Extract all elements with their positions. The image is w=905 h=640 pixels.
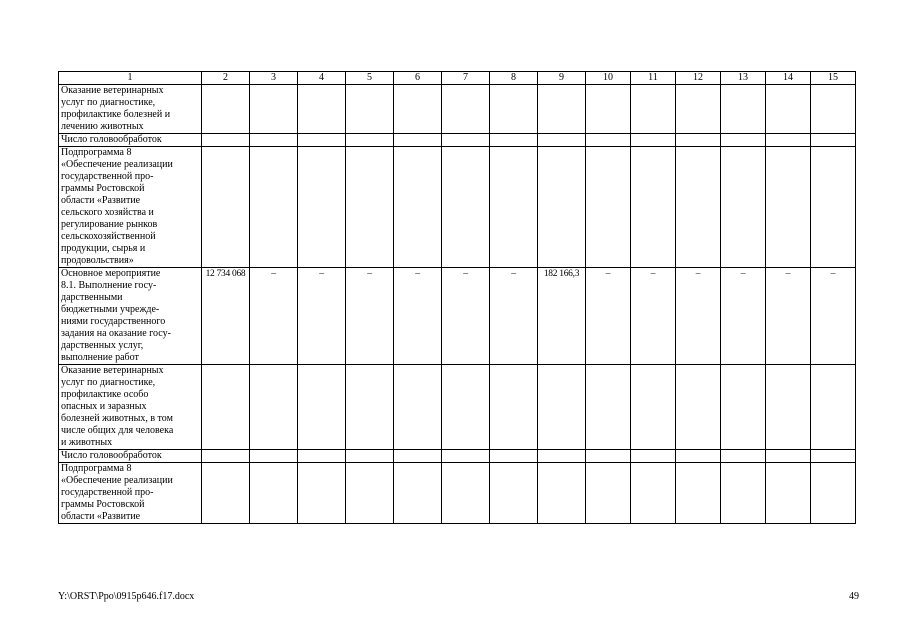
table-cell <box>676 85 721 134</box>
table-cell <box>346 450 394 463</box>
table-cell: 12 734 068 <box>202 268 250 365</box>
table-cell <box>202 147 250 268</box>
table-cell <box>766 147 811 268</box>
table-cell <box>811 365 856 450</box>
table-cell <box>346 463 394 524</box>
row-label: Основное мероприятие 8.1. Выполнение госу- дарственными бюджетными учрежде- ниями государственного задания на оказание госу- дарственных услуг, выполнение работ <box>59 268 202 365</box>
table-cell <box>586 463 631 524</box>
table-cell <box>490 85 538 134</box>
table-cell <box>676 365 721 450</box>
table-cell <box>538 463 586 524</box>
table-cell <box>811 85 856 134</box>
table-cell <box>250 147 298 268</box>
column-header-11: 11 <box>631 72 676 85</box>
column-header-9: 9 <box>538 72 586 85</box>
column-header-1: 1 <box>59 72 202 85</box>
column-header-14: 14 <box>766 72 811 85</box>
footer-file-path: Y:\ORST\Ppo\0915p646.f17.docx <box>58 591 195 602</box>
table-cell <box>538 450 586 463</box>
table-cell <box>721 85 766 134</box>
row-label: Оказание ветеринарных услуг по диагностике, профилактике особо опасных и заразных болезней животных, в том числе общих для человека и животных <box>59 365 202 450</box>
column-header-6: 6 <box>394 72 442 85</box>
table-cell <box>766 134 811 147</box>
table-cell <box>394 134 442 147</box>
page-number: 49 <box>849 591 859 602</box>
table-row <box>59 268 856 365</box>
row-label: Число головообработок <box>59 134 202 147</box>
table-cell <box>538 147 586 268</box>
table-cell <box>346 134 394 147</box>
table-cell <box>442 134 490 147</box>
table-cell <box>298 463 346 524</box>
table-cell: 182 166,3 <box>538 268 586 365</box>
table-cell <box>721 463 766 524</box>
table-cell <box>490 463 538 524</box>
table-cell: – <box>250 268 298 365</box>
table-cell <box>250 85 298 134</box>
table-row <box>59 463 856 524</box>
row-label: Число головообработок <box>59 450 202 463</box>
column-header-15: 15 <box>811 72 856 85</box>
table-cell <box>490 450 538 463</box>
table-cell <box>586 147 631 268</box>
table-cell <box>394 365 442 450</box>
table-cell <box>721 147 766 268</box>
column-header-10: 10 <box>586 72 631 85</box>
table-cell <box>631 134 676 147</box>
table-cell <box>250 134 298 147</box>
table-cell <box>586 85 631 134</box>
table-cell <box>586 365 631 450</box>
table-cell <box>721 365 766 450</box>
table-cell <box>721 450 766 463</box>
table-cell <box>538 365 586 450</box>
table-cell: – <box>721 268 766 365</box>
table-body <box>59 85 856 524</box>
table-row <box>59 134 856 147</box>
column-header-7: 7 <box>442 72 490 85</box>
table-cell <box>346 85 394 134</box>
table-cell <box>631 463 676 524</box>
row-label: Подпрограмма 8 «Обеспечение реализации государственной про- граммы Ростовской области «Развитие сельского хозяйства и регулирование рынков сельскохозяйственной продукции, сырья и продовольствия» <box>59 147 202 268</box>
table-cell <box>490 134 538 147</box>
table-cell <box>676 134 721 147</box>
table-cell <box>631 85 676 134</box>
table-row <box>59 365 856 450</box>
table-cell <box>442 450 490 463</box>
table-cell: – <box>346 268 394 365</box>
column-header-5: 5 <box>346 72 394 85</box>
table-cell <box>202 85 250 134</box>
table-cell <box>676 147 721 268</box>
table-cell <box>394 85 442 134</box>
table-cell: – <box>442 268 490 365</box>
table-cell: – <box>490 268 538 365</box>
table-cell <box>766 365 811 450</box>
table-cell <box>394 450 442 463</box>
table-cell <box>631 365 676 450</box>
header-row <box>59 72 856 85</box>
table-cell <box>202 463 250 524</box>
column-header-13: 13 <box>721 72 766 85</box>
table-cell <box>721 134 766 147</box>
table-cell <box>250 463 298 524</box>
table-cell <box>586 134 631 147</box>
table-cell <box>442 85 490 134</box>
table-cell <box>538 134 586 147</box>
table-cell <box>298 134 346 147</box>
table-row <box>59 85 856 134</box>
table-cell <box>586 450 631 463</box>
table-cell <box>442 365 490 450</box>
table-cell <box>250 450 298 463</box>
table-cell <box>202 365 250 450</box>
table-cell <box>346 365 394 450</box>
table-cell: – <box>676 268 721 365</box>
column-header-3: 3 <box>250 72 298 85</box>
table-cell: – <box>811 268 856 365</box>
table-cell: – <box>631 268 676 365</box>
table-cell <box>394 463 442 524</box>
table-cell <box>766 85 811 134</box>
column-header-8: 8 <box>490 72 538 85</box>
table-cell <box>298 85 346 134</box>
table-cell <box>676 450 721 463</box>
table-cell <box>202 134 250 147</box>
table-cell <box>442 147 490 268</box>
table-cell <box>298 147 346 268</box>
table-cell <box>346 147 394 268</box>
row-label: Оказание ветеринарных услуг по диагностике, профилактике болезней и лечению животных <box>59 85 202 134</box>
table-cell <box>811 450 856 463</box>
table-row <box>59 450 856 463</box>
table-cell <box>811 463 856 524</box>
table-row <box>59 147 856 268</box>
table-cell <box>394 147 442 268</box>
table-cell <box>298 450 346 463</box>
table-cell <box>298 365 346 450</box>
table-cell <box>490 365 538 450</box>
table-cell <box>250 365 298 450</box>
table-cell <box>490 147 538 268</box>
table-cell <box>766 463 811 524</box>
table-cell <box>538 85 586 134</box>
table-cell <box>442 463 490 524</box>
column-header-12: 12 <box>676 72 721 85</box>
table-cell: – <box>766 268 811 365</box>
table-cell <box>766 450 811 463</box>
table-cell <box>202 450 250 463</box>
column-header-4: 4 <box>298 72 346 85</box>
table-cell <box>631 147 676 268</box>
table-cell <box>811 147 856 268</box>
table-cell <box>811 134 856 147</box>
data-table <box>58 71 856 524</box>
column-header-2: 2 <box>202 72 250 85</box>
table-cell: – <box>394 268 442 365</box>
table-cell <box>631 450 676 463</box>
row-label: Подпрограмма 8 «Обеспечение реализации государственной про- граммы Ростовской области «Развитие <box>59 463 202 524</box>
table-cell: – <box>586 268 631 365</box>
table-cell <box>676 463 721 524</box>
table-cell: – <box>298 268 346 365</box>
